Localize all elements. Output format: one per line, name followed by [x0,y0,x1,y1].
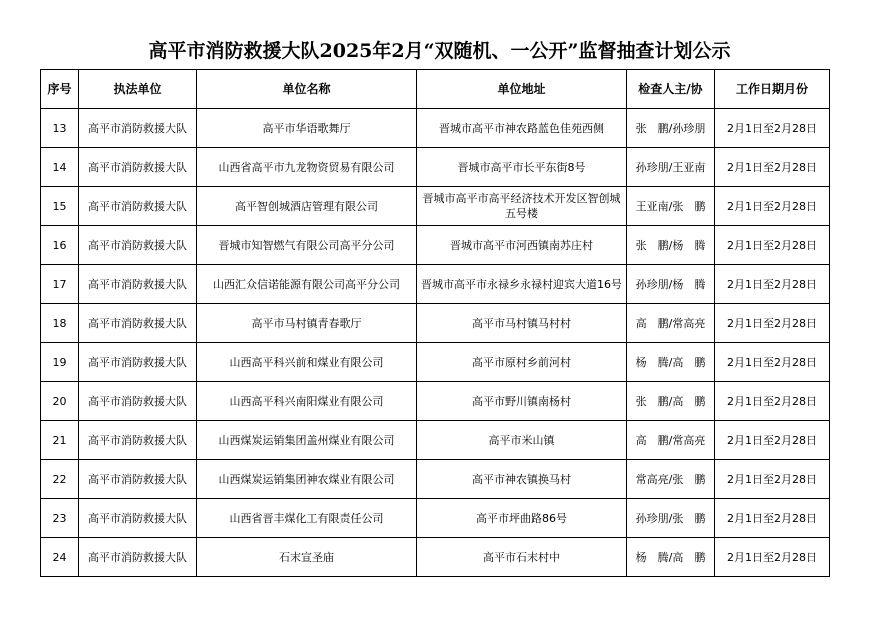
cell-enforcement-unit: 高平市消防救援大队 [79,499,197,538]
table-row [41,538,830,577]
table-header-row [41,70,830,109]
cell-unit-address: 晋城市高平市永禄乡永禄村迎宾大道16号 [417,265,627,304]
cell-unit-address: 高平市神农镇换马村 [417,460,627,499]
cell-seq: 24 [41,538,79,577]
cell-seq: 13 [41,109,79,148]
cell-work-date: 2月1日至2月28日 [715,382,830,421]
cell-unit-name: 晋城市知智燃气有限公司高平分公司 [197,226,417,265]
cell-unit-name: 石末宣圣庙 [197,538,417,577]
cell-inspector: 杨 腾/高 鹏 [627,538,715,577]
table-row [41,187,830,226]
cell-seq: 18 [41,304,79,343]
cell-unit-name: 高平市华语歌舞厅 [197,109,417,148]
cell-inspector: 高 鹏/常高亮 [627,421,715,460]
cell-unit-name: 山西煤炭运销集团神农煤业有限公司 [197,460,417,499]
cell-work-date: 2月1日至2月28日 [715,343,830,382]
cell-work-date: 2月1日至2月28日 [715,109,830,148]
cell-unit-name: 山西汇众信诺能源有限公司高平分公司 [197,265,417,304]
cell-enforcement-unit: 高平市消防救援大队 [79,265,197,304]
table-row [41,460,830,499]
inspection-plan-table [40,69,830,577]
cell-unit-name: 高平市马村镇青春歌厅 [197,304,417,343]
cell-seq: 20 [41,382,79,421]
cell-inspector: 张 鹏/高 鹏 [627,382,715,421]
cell-enforcement-unit: 高平市消防救援大队 [79,148,197,187]
cell-unit-address: 高平市野川镇南杨村 [417,382,627,421]
cell-seq: 21 [41,421,79,460]
cell-work-date: 2月1日至2月28日 [715,265,830,304]
cell-inspector: 杨 腾/高 鹏 [627,343,715,382]
cell-seq: 17 [41,265,79,304]
cell-work-date: 2月1日至2月28日 [715,187,830,226]
cell-inspector: 张 鹏/杨 腾 [627,226,715,265]
table-row [41,109,830,148]
cell-work-date: 2月1日至2月28日 [715,499,830,538]
page-title: 高平市消防救援大队2025年2月“双随机、一公开”监督抽查计划公示 [148,40,731,62]
cell-work-date: 2月1日至2月28日 [715,304,830,343]
table-row [41,265,830,304]
table-row [41,499,830,538]
table-row [41,226,830,265]
cell-work-date: 2月1日至2月28日 [715,148,830,187]
header-unit-name: 单位名称 [197,70,417,109]
cell-work-date: 2月1日至2月28日 [715,226,830,265]
header-enforcement-unit: 执法单位 [79,70,197,109]
cell-unit-address: 高平市米山镇 [417,421,627,460]
cell-work-date: 2月1日至2月28日 [715,460,830,499]
cell-seq: 19 [41,343,79,382]
cell-enforcement-unit: 高平市消防救援大队 [79,460,197,499]
cell-inspector: 孙珍朋/张 鹏 [627,499,715,538]
cell-unit-name: 山西省晋丰煤化工有限责任公司 [197,499,417,538]
cell-seq: 22 [41,460,79,499]
table-row [41,304,830,343]
cell-enforcement-unit: 高平市消防救援大队 [79,421,197,460]
cell-enforcement-unit: 高平市消防救援大队 [79,187,197,226]
table-row [41,343,830,382]
cell-unit-name: 山西省高平市九龙物资贸易有限公司 [197,148,417,187]
table-row [41,421,830,460]
table-row [41,148,830,187]
cell-inspector: 常高亮/张 鹏 [627,460,715,499]
header-unit-address: 单位地址 [417,70,627,109]
header-inspector: 检查人主/协 [627,70,715,109]
header-seq: 序号 [41,70,79,109]
cell-unit-name: 山西煤炭运销集团盖州煤业有限公司 [197,421,417,460]
cell-enforcement-unit: 高平市消防救援大队 [79,382,197,421]
cell-work-date: 2月1日至2月28日 [715,538,830,577]
cell-unit-address: 晋城市高平市河西镇南苏庄村 [417,226,627,265]
cell-unit-address: 晋城市高平市长平东街8号 [417,148,627,187]
cell-enforcement-unit: 高平市消防救援大队 [79,538,197,577]
cell-unit-address: 晋城市高平市高平经济技术开发区智创城五号楼 [417,187,627,226]
cell-unit-name: 山西高平科兴南阳煤业有限公司 [197,382,417,421]
cell-inspector: 张 鹏/孙珍朋 [627,109,715,148]
cell-unit-name: 山西高平科兴前和煤业有限公司 [197,343,417,382]
cell-work-date: 2月1日至2月28日 [715,421,830,460]
cell-unit-address: 高平市坪曲路86号 [417,499,627,538]
cell-unit-address: 高平市马村镇马村村 [417,304,627,343]
cell-unit-address: 高平市原村乡前河村 [417,343,627,382]
cell-enforcement-unit: 高平市消防救援大队 [79,304,197,343]
table-row [41,382,830,421]
cell-unit-name: 高平智创城酒店管理有限公司 [197,187,417,226]
cell-enforcement-unit: 高平市消防救援大队 [79,109,197,148]
cell-unit-address: 高平市石末村中 [417,538,627,577]
cell-seq: 16 [41,226,79,265]
cell-inspector: 王亚南/张 鹏 [627,187,715,226]
cell-enforcement-unit: 高平市消防救援大队 [79,343,197,382]
cell-seq: 15 [41,187,79,226]
cell-inspector: 孙珍朋/王亚南 [627,148,715,187]
cell-unit-address: 晋城市高平市神农路蓝色佳苑西侧 [417,109,627,148]
cell-seq: 23 [41,499,79,538]
cell-enforcement-unit: 高平市消防救援大队 [79,226,197,265]
cell-inspector: 高 鹏/常高亮 [627,304,715,343]
cell-inspector: 孙珍朋/杨 腾 [627,265,715,304]
cell-seq: 14 [41,148,79,187]
header-work-date: 工作日期月份 [715,70,830,109]
